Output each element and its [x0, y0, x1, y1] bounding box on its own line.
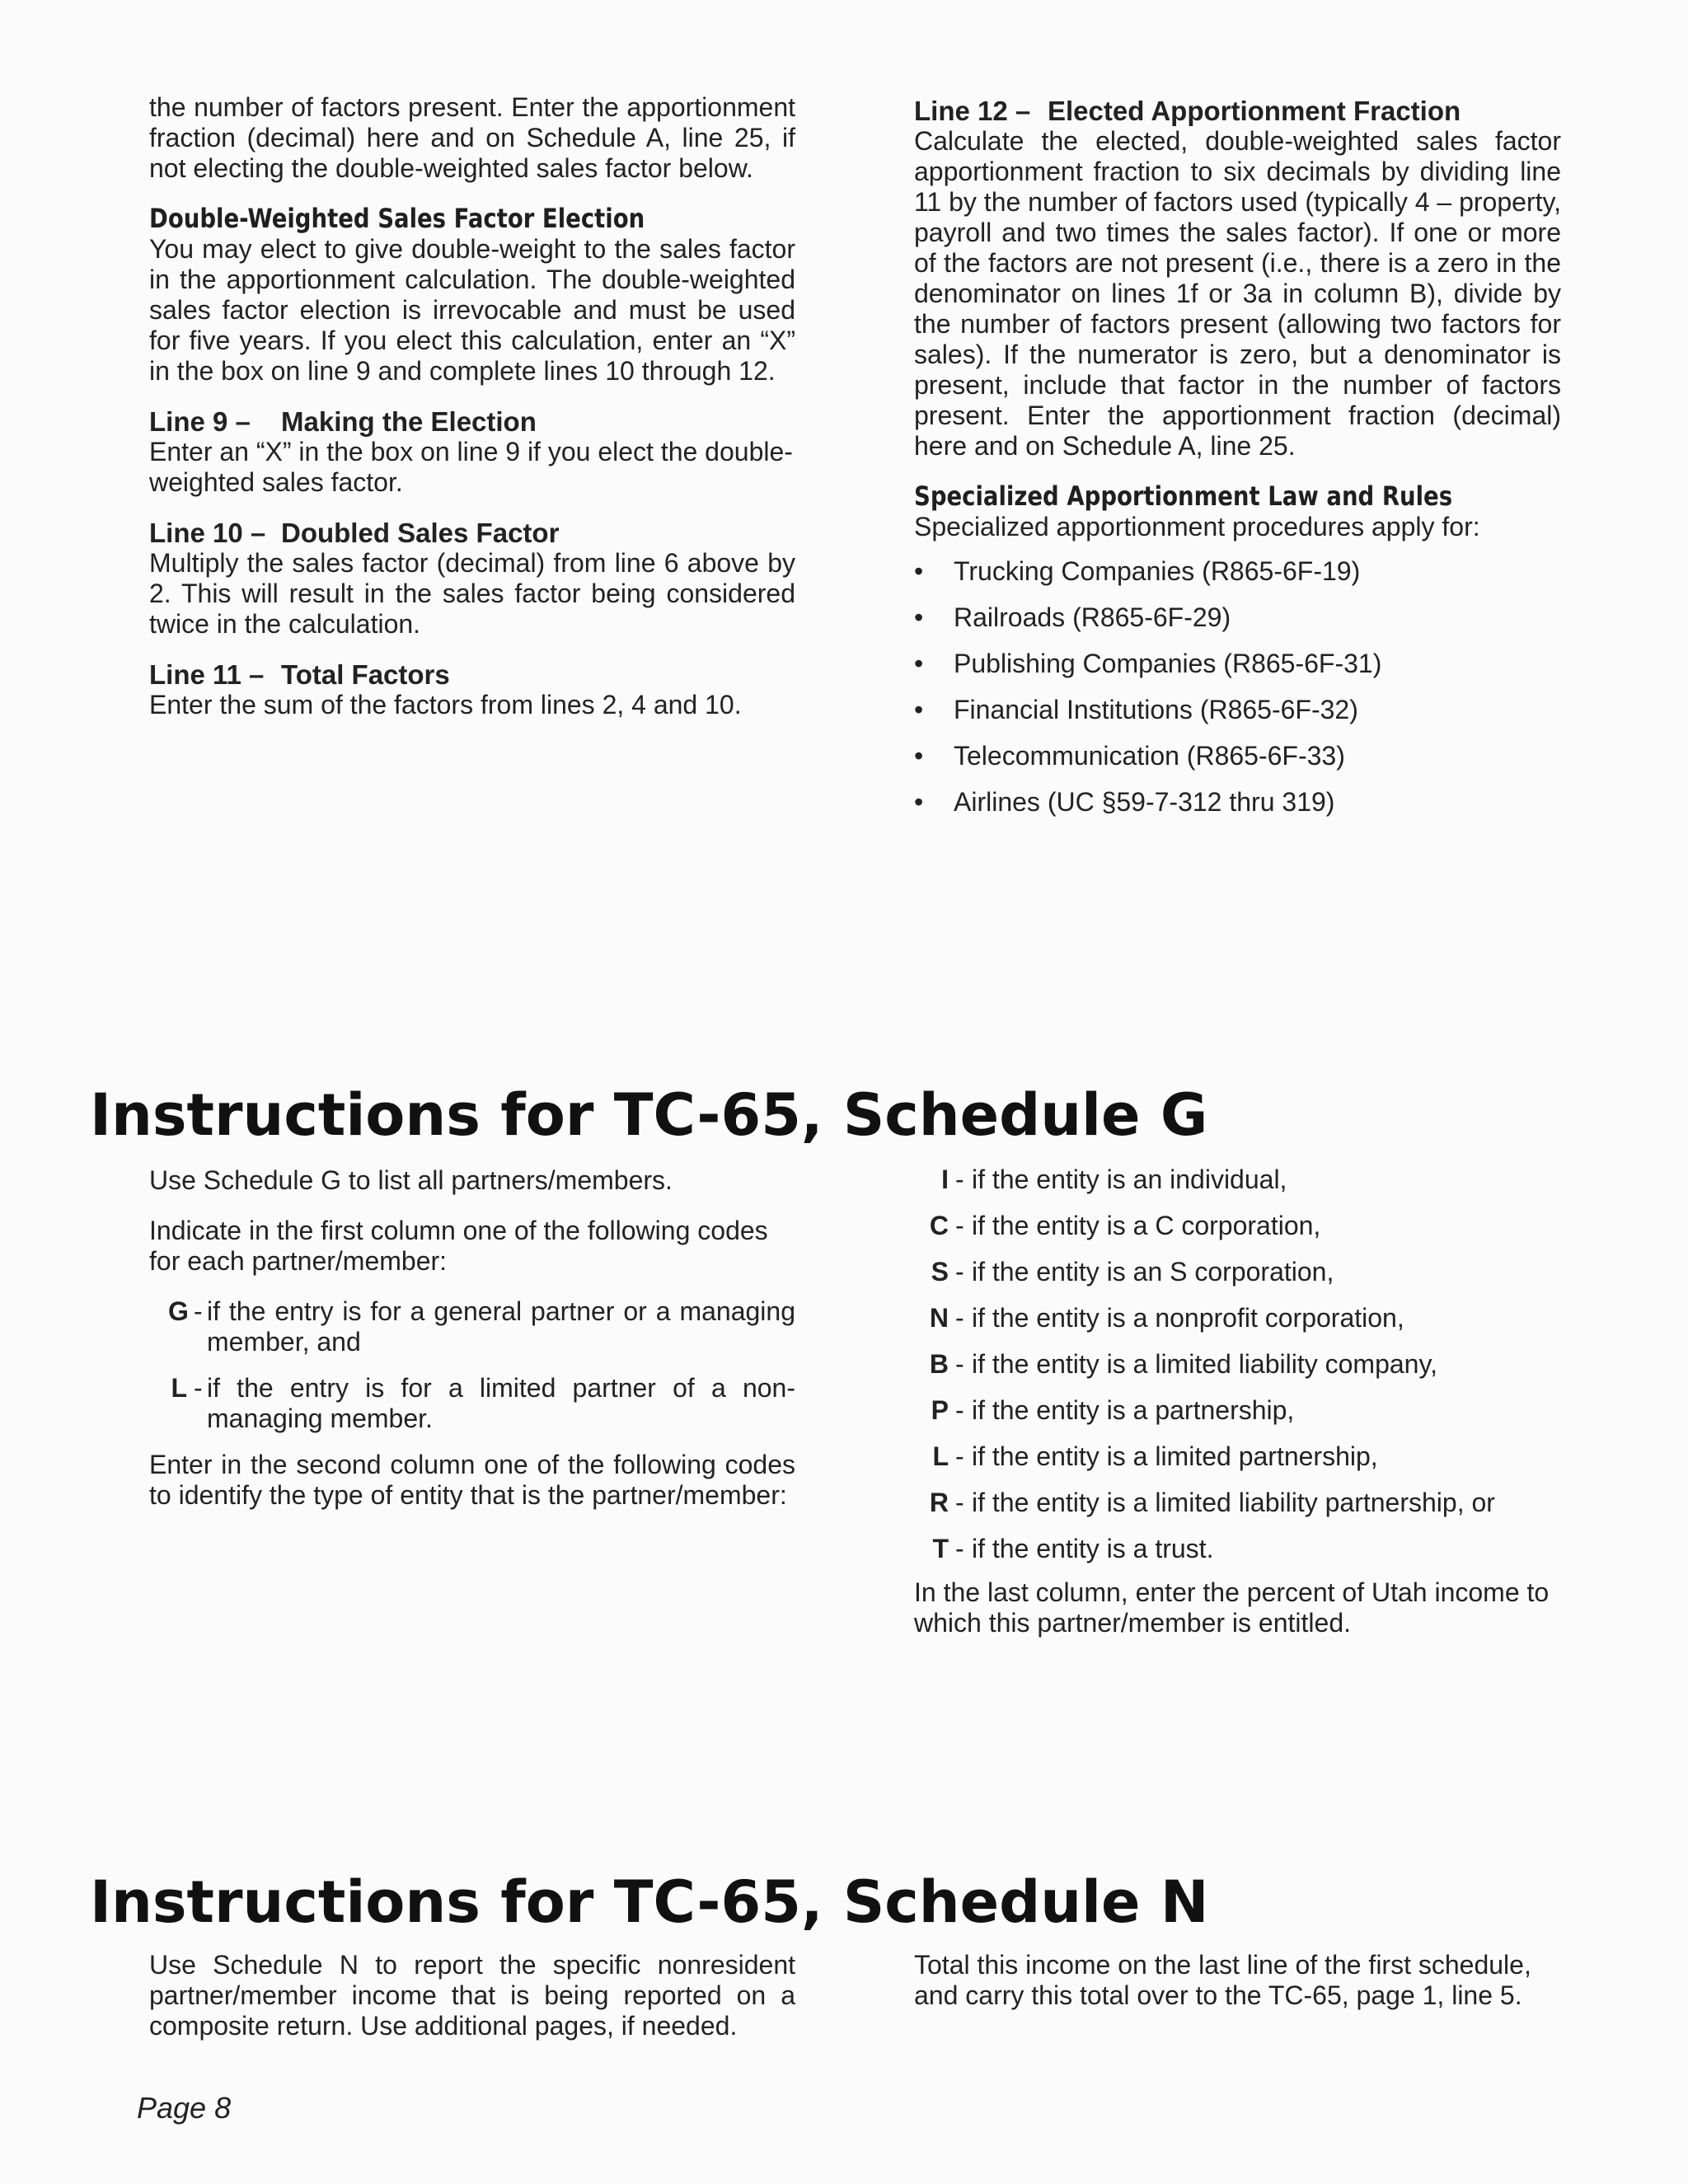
line-11-text: Enter the sum of the factors from lines 2, 4 and 10. — [149, 690, 742, 719]
code-letter: R — [929, 1488, 949, 1517]
line-10-number: Line 10 – — [149, 518, 266, 548]
list-item — [914, 695, 1561, 725]
partner-code-row — [149, 1373, 795, 1434]
line-11-title: Total Factors — [281, 659, 450, 690]
bullet-icon: • — [914, 602, 924, 632]
top-right-column — [914, 96, 1561, 833]
code-description: if the entity is a C corporation, — [972, 1211, 1321, 1240]
line-12-title: Elected Apportionment Fraction — [1048, 96, 1461, 126]
schedule-n-left-text: Use Schedule N to report the specific nonresident partner/member income that is being reported on a composite return. Use additional pages, if needed. — [149, 1950, 795, 2041]
schedule-n-left-column — [149, 1950, 795, 2041]
entity-code-row — [914, 1165, 1561, 1195]
schedule-g-p4: In the last column, enter the percent of Utah income to which this partner/member is entitled. — [914, 1577, 1550, 1638]
schedule-g-left-column — [149, 1165, 795, 1511]
entity-code-row — [914, 1257, 1561, 1287]
list-item — [914, 556, 1561, 587]
line-11-heading — [149, 659, 795, 690]
schedule-g-p1: Use Schedule G to list all partners/members. — [149, 1165, 673, 1195]
code-dash: - — [955, 1349, 964, 1379]
list-item-text: Financial Institutions (R865-6F-32) — [954, 695, 1358, 724]
line-12-heading — [914, 96, 1561, 126]
code-dash: - — [955, 1488, 964, 1517]
line-9-text: Enter an “X” in the box on line 9 if you elect the double-weighted sales factor. — [149, 437, 793, 497]
schedule-n-right-column — [914, 1950, 1561, 2011]
double-weighted-text: You may elect to give double-weight to the sales factor in the apportionment calculation. The double-weighted sales factor election is irrevocable and must be used for five years. If you elect this calculation, enter an “X” in the box on line 9 and complete lines 10 through 12. — [149, 234, 795, 386]
code-letter: B — [929, 1349, 949, 1379]
code-description: if the entity is an individual, — [972, 1165, 1287, 1194]
code-letter: N — [929, 1303, 949, 1333]
code-letter: T — [932, 1534, 949, 1563]
page-number: Page 8 — [137, 2091, 232, 2125]
entity-code-row — [914, 1349, 1561, 1380]
schedule-g-title: Instructions for TC-65, Schedule G — [90, 1081, 1208, 1149]
code-dash: - — [955, 1303, 964, 1333]
line-11-number: Line 11 – — [149, 659, 265, 690]
line-9-title: Making the Election — [281, 406, 537, 437]
bullet-icon: • — [914, 741, 924, 771]
list-item-text: Railroads (R865-6F-29) — [954, 602, 1231, 632]
code-description: if the entity is a trust. — [972, 1534, 1214, 1563]
code-dash: - — [194, 1373, 203, 1403]
code-letter: S — [931, 1257, 949, 1286]
bullet-icon: • — [914, 787, 924, 817]
line-10-text: Multiply the sales factor (decimal) from line 6 above by 2. This will result in the sales factor being considered twice in the calculation. — [149, 548, 795, 639]
entity-code-row — [914, 1395, 1561, 1426]
line-10-heading — [149, 518, 795, 548]
schedule-g-p2: Indicate in the first column one of the following codes for each partner/member: — [149, 1216, 768, 1276]
list-item-text: Publishing Companies (R865-6F-31) — [954, 649, 1382, 678]
schedule-g-p3: Enter in the second column one of the following codes to identify the type of entity that is the partner/member: — [149, 1450, 795, 1510]
list-item — [914, 741, 1561, 771]
top-left-column — [149, 92, 795, 740]
list-item-text: Airlines (UC §59-7-312 thru 319) — [954, 787, 1335, 817]
apportionment-intro-text: the number of factors present. Enter the apportionment fraction (decimal) here and on Schedule A, line 25, if not electing the double-weighted sales factor below. — [149, 92, 795, 183]
code-dash: - — [955, 1395, 964, 1425]
code-dash: - — [955, 1257, 964, 1286]
entity-code-row — [914, 1534, 1561, 1564]
code-description: if the entry is for a general partner or a managing member, and — [207, 1296, 795, 1357]
specialized-heading: Specialized Apportionment Law and Rules — [914, 480, 1453, 512]
code-dash: - — [955, 1211, 964, 1240]
code-description: if the entity is a limited partnership, — [972, 1441, 1378, 1471]
code-description: if the entity is a partnership, — [972, 1395, 1295, 1425]
line-9-heading — [149, 406, 795, 437]
code-dash: - — [194, 1296, 203, 1326]
entity-code-row — [914, 1488, 1561, 1518]
entity-code-row — [914, 1303, 1561, 1333]
schedule-n-right-text: Total this income on the last line of the first schedule, and carry this total over to the TC-65, page 1, line 5. — [914, 1950, 1531, 2010]
list-item-text: Trucking Companies (R865-6F-19) — [954, 556, 1361, 586]
entity-code-row — [914, 1211, 1561, 1241]
line-10-title: Doubled Sales Factor — [281, 518, 560, 548]
code-dash: - — [955, 1165, 964, 1194]
code-letter: P — [931, 1395, 949, 1425]
code-description: if the entity is a limited liability partnership, or — [972, 1488, 1495, 1517]
code-letter: C — [929, 1211, 949, 1240]
code-dash: - — [955, 1534, 964, 1563]
double-weighted-heading: Double-Weighted Sales Factor Election — [149, 203, 645, 234]
list-item — [914, 602, 1561, 633]
line-12-number: Line 12 – — [914, 96, 1031, 126]
specialized-intro: Specialized apportionment procedures apply for: — [914, 512, 1480, 541]
line-12-text: Calculate the elected, double-weighted sales factor apportionment fraction to six decimals by dividing line 11 by the number of factors used (typically 4 – property, payroll and two times the sales factor). If one or more of the factors are not present (i.e., there is a zero in the denominator on lines 1f or 3a in column B), divide by the number of factors present (allowing two factors for sales). If the numerator is zero, but a denominator is present, include that factor in the number of factors present. Enter the apportionment fraction (decimal) here and on Schedule A, line 25. — [914, 126, 1561, 461]
bullet-icon: • — [914, 556, 924, 586]
list-item — [914, 787, 1561, 818]
partner-code-row — [149, 1296, 795, 1357]
code-description: if the entry is for a limited partner of a non-managing member. — [207, 1373, 795, 1433]
schedule-g-right-column — [914, 1165, 1561, 1638]
list-item-text: Telecommunication (R865-6F-33) — [954, 741, 1345, 771]
bullet-icon: • — [914, 649, 924, 678]
code-dash: - — [955, 1441, 964, 1471]
line-9-number: Line 9 – — [149, 406, 251, 437]
entity-code-row — [914, 1441, 1561, 1472]
code-letter: I — [941, 1165, 949, 1194]
bullet-icon: • — [914, 695, 924, 724]
code-description: if the entity is a limited liability company, — [972, 1349, 1437, 1379]
partner-code-list — [149, 1296, 795, 1434]
specialized-list — [914, 556, 1561, 818]
code-letter: G — [168, 1296, 189, 1326]
code-letter: L — [932, 1441, 949, 1471]
entity-code-list — [914, 1165, 1561, 1564]
code-description: if the entity is an S corporation, — [972, 1257, 1334, 1286]
code-letter: L — [171, 1373, 187, 1403]
list-item — [914, 649, 1561, 679]
schedule-n-title: Instructions for TC-65, Schedule N — [90, 1868, 1209, 1936]
code-description: if the entity is a nonprofit corporation, — [972, 1303, 1404, 1333]
